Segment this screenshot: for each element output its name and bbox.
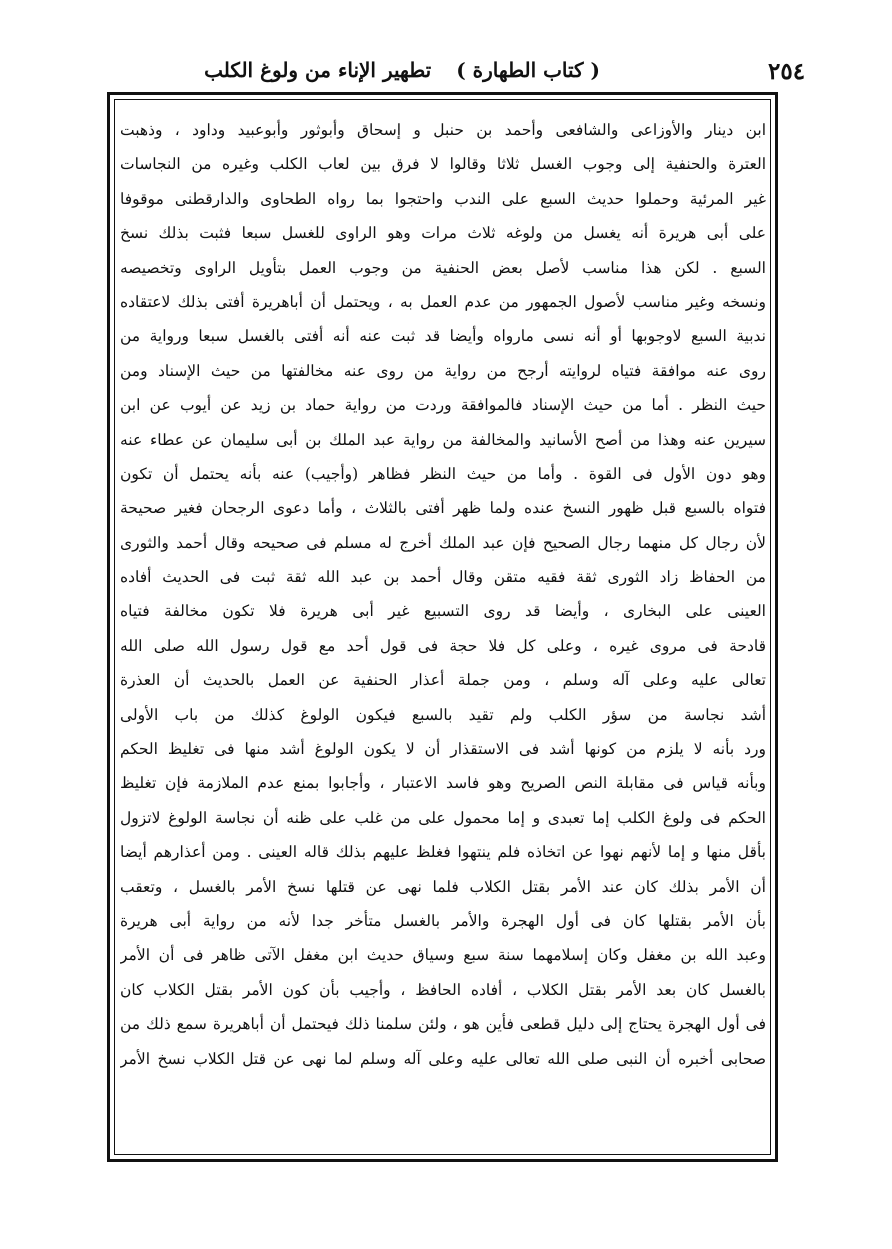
- text-line: السبع . لكن هذا مناسب لأصل بعض الحنفية من وجوب العمل بتأويل الراوى وتخصيصه: [120, 258, 766, 277]
- text-line: فتواه بالسبع قبل ظهور النسخ عنده ولما ظهر أفتى بالثلاث ، وأما دعوى الرجحان فغير صحيحة: [120, 499, 766, 518]
- text-line: الحكم فى ولوغ الكلب إما تعبدى و إما محمول على من غلب على ظنه أن نجاسة الولوغ لاتزول: [120, 808, 766, 827]
- text-line: سيرين عنه وهذا من أصح الأسانيد والمخالفة من رواية عبد الملك بن أبى سليمان عن عطاء عنه: [120, 430, 766, 449]
- running-title: [204, 58, 600, 82]
- text-line: وعبد الله بن مغفل وكان إسلامهما سنة سبع وسياق حديث ابن مغفل الآتى ظاهر فى أن الأمر: [120, 946, 766, 965]
- page-number: ٢٥٤: [768, 58, 806, 85]
- text-line: العترة والحنفية إلى وجوب الغسل ثلاثا وقالوا لا فرق بين لعاب الكلب وغيره من النجاسات: [120, 155, 766, 174]
- text-line: بالغسل كان بعد الأمر بقتل الكلاب ، أفاده الحافظ ، وأجيب بأن كون الأمر بقتل الكلاب كان: [120, 980, 766, 999]
- book-title: ( كتاب الطهارة ): [456, 58, 600, 82]
- text-line: بأن الأمر بقتلها كان فى أول الهجرة والأمر بالغسل متأخر جدا لأنه من رواية أبى هريرة: [120, 911, 766, 930]
- text-line: ابن دينار والأوزاعى والشافعى وأحمد بن حنبل و إسحاق وأبوثور وأبوعبيد وداود ، وذهبت: [120, 121, 766, 139]
- text-line: وهو دون الأول فى القوة . وأما من حيث النظر فظاهر (وأجيب) عنه بأنه يحتمل أن تكون: [120, 464, 766, 483]
- text-line: على أبى هريرة أنه يغسل من ولوغه ثلاث مرات وهو الراوى للغسل سبعا فثبت بذلك نسخ: [120, 224, 766, 243]
- text-line: بأقل منها و إما لأنهم نهوا عن اتخاذه فلم ينتهوا فغلظ عليهم بذلك قاله العينى . ومن أعذارهم أيضا: [120, 843, 766, 862]
- text-line: أشد نجاسة من سؤر الكلب ولم تقيد بالسبع فيكون الولوغ كذلك من باب الأولى: [120, 705, 766, 724]
- text-line: من الحفاظ زاد الثورى ثقة فقيه متقن وقال أحمد بن عبد الله ثقة ثبت فى الحديث أفاده: [120, 568, 766, 587]
- text-line: فى أول الهجرة يحتاج إلى دليل قطعى فأين هو ، ولئن سلمنا ذلك فيحتمل أن أباهريرة سمع ذلك من: [120, 1015, 766, 1034]
- text-line: ورد بأنه لا يلزم من كونها أشد فى الاستقذار أن لا يكون الولوغ أشد منها فى تغليظ الحكم: [120, 740, 766, 759]
- text-line: حيث النظر . أما من حيث الإسناد فالموافقة وردت من رواية حماد بن زيد عن أيوب عن ابن: [120, 396, 766, 415]
- section-title: تطهير الإناء من ولوغ الكلب: [204, 58, 432, 82]
- text-body: [120, 113, 766, 1076]
- text-line: ندبية السبع لاوجوبها أو أنه نسى مارواه وأيضا قد ثبت عنه أنه أفتى بالغسل سبعا ورواية من: [120, 327, 766, 346]
- text-line: وبأنه قياس فى مقابلة النص الصريح وهو فاسد الاعتبار ، وأجابوا بمنع عدم الملازمة فإن تغليظ: [120, 774, 766, 793]
- page-header: [0, 50, 892, 92]
- text-line: غير المرئية وحملوا حديث السبع على الندب واحتجوا بما رواه الطحاوى والدارقطنى موقوفا: [120, 189, 766, 208]
- text-line: تعالى عليه وعلى آله وسلم ، ومن جملة أعذار الحنفية عن العمل بالحديث أن العذرة: [120, 671, 766, 690]
- text-line: صحابى أخبره أن النبى صلى الله تعالى عليه وعلى آله وسلم لما نهى عن قتل الكلاب نسخ الأمر: [120, 1049, 766, 1068]
- text-line: ونسخه وغير مناسب لأصول الجمهور من عدم العمل به ، ويحتمل أن أباهريرة أفتى بذلك لاعتقاده: [120, 292, 766, 311]
- text-line: أن الأمر بذلك كان عند الأمر بقتل الكلاب فلما نهى عن قتلها نسخ الأمر بالغسل ، وتعقب: [120, 877, 766, 896]
- text-line: لأن رجال كل منهما رجال الصحيح فإن عبد الملك أخرج له مسلم فى صحيحه وقال أحمد والثورى: [120, 533, 766, 552]
- text-line: روى عنه موافقة فتياه لروايته أرجح من رواية من روى عنه مخالفتها من حيث الإسناد ومن: [120, 361, 766, 380]
- text-line: العينى على البخارى ، وأيضا قد روى التسبيع غير أبى هريرة فلا تكون مخالفة فتياه: [120, 602, 766, 621]
- text-line: قادحة فى مروى غيره ، وعلى كل فلا حجة فى قول أحد مع قول رسول الله صلى الله: [120, 636, 766, 655]
